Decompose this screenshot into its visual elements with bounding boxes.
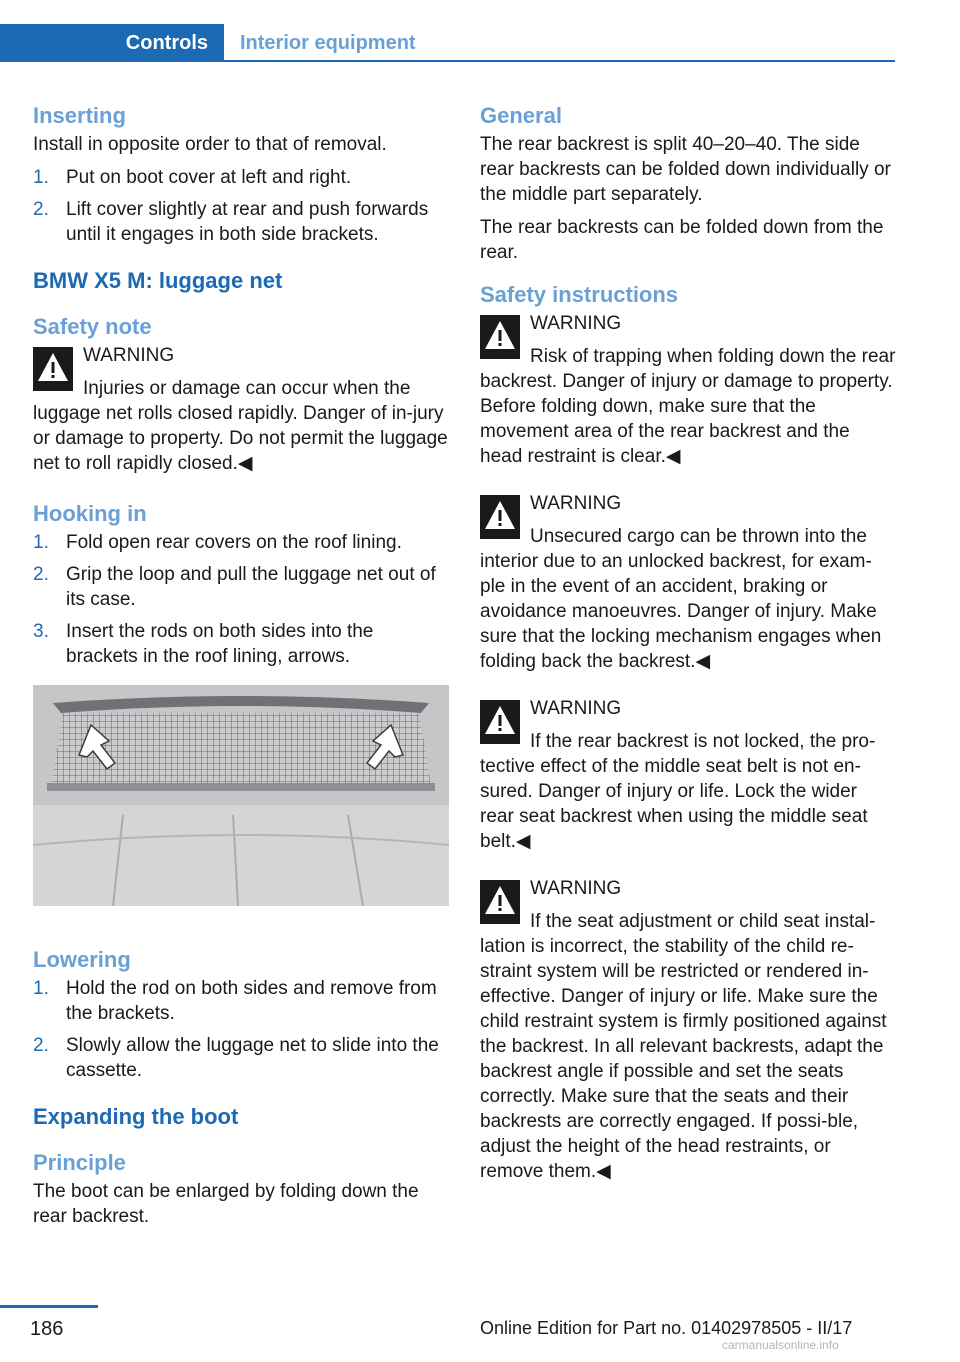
lowering-heading: Lowering — [33, 947, 131, 972]
lowering-steps — [33, 976, 449, 1083]
warning-title: WARNING — [530, 698, 622, 719]
safety-instructions-heading: Safety instructions — [480, 282, 679, 307]
list-item: 2. Slowly allow the luggage net to slide into the cassette. — [33, 1035, 439, 1081]
tab-controls[interactable]: Controls — [0, 24, 224, 62]
general-text-2: The rear backrests can be folded down from the rear. — [480, 217, 884, 263]
luggage-net-heading: BMW X5 M: luggage net — [33, 268, 283, 293]
luggage-net-photo — [33, 685, 449, 906]
left-column — [33, 100, 449, 1237]
list-item: 1. Fold open rear covers on the roof lining. — [33, 532, 402, 553]
warning-title: WARNING — [83, 345, 175, 366]
principle-text: The boot can be enlarged by folding down the rear backrest. — [33, 1181, 419, 1227]
list-item: 1. Hold the rod on both sides and remove from the brackets. — [33, 978, 437, 1024]
warning-text: Risk of trapping when folding down the rear backrest. Danger of injury or damage to property. Before folding down, make sure that the movement area of the rear backrest and the head restraint is clear.◀ — [480, 346, 896, 467]
page-number: 186 — [30, 1318, 64, 1340]
warning-text: Injuries or damage can occur when the luggage net rolls closed rapidly. Danger of in‐jury or damage to property. Do not permit the luggage net to roll rapidly closed.◀ — [33, 378, 448, 474]
warning-text: If the rear backrest is not locked, the pro‐tective effect of the middle seat belt is not en‐sured. Danger of injury or life. Lock the wider rear seat backrest when using the middle seat belt.◀ — [480, 731, 876, 852]
warning-block — [480, 491, 896, 674]
list-item: 1. Put on boot cover at left and right. — [33, 167, 352, 188]
hooking-steps — [33, 530, 449, 669]
safety-warning — [33, 343, 449, 476]
warning-title: WARNING — [530, 878, 622, 899]
hooking-heading: Hooking in — [33, 501, 147, 526]
warning-text: If the seat adjustment or child seat instal‐lation is incorrect, the stability of the child re‐straint system will be restricted or rendered in‐effective. Danger of injury or life. Make sure the child restraint system is firmly positioned against the backrest. In all relevant backrests, adapt the backrest angle if possible and set the seats correctly. Make sure that the seats and their backrests are correctly engaged. If possi‐ble, adjust the height of the head restraints, or remove them.◀ — [480, 911, 887, 1182]
warning-block — [480, 696, 896, 854]
warning-text: Unsecured cargo can be thrown into the interior due to an unlocked backrest, for exam‐ple in the event of an accident, braking or avoidance manoeuvres. Danger of injury. Make sure that the locking mechanism engages when folding back the backrest.◀ — [480, 526, 882, 672]
header-rule — [224, 60, 895, 62]
warning-block — [480, 876, 896, 1184]
list-item: 3. Insert the rods on both sides into the brackets in the roof lining, arrows. — [33, 621, 374, 667]
inserting-steps — [33, 165, 449, 247]
header-bar — [0, 24, 895, 62]
right-column — [480, 100, 896, 1192]
warning-icon — [480, 495, 520, 539]
principle-heading: Principle — [33, 1150, 126, 1175]
general-text-1: The rear backrest is split 40–20–40. The side rear backrests can be folded down individually or the middle part separately. — [480, 134, 891, 205]
inserting-text: Install in opposite order to that of removal. — [33, 134, 387, 155]
watermark: carmanualsonline.info — [722, 1338, 839, 1352]
warning-icon — [480, 880, 520, 924]
warning-title: WARNING — [530, 493, 622, 514]
tab-interior-equipment[interactable]: Interior equipment — [240, 31, 416, 54]
edition-text: Online Edition for Part no. 01402978505 - II/17 — [480, 1318, 853, 1338]
safety-note-heading: Safety note — [33, 314, 152, 339]
warning-icon — [480, 700, 520, 744]
warning-title: WARNING — [530, 313, 622, 334]
warning-block — [480, 311, 896, 469]
inserting-heading: Inserting — [33, 103, 126, 128]
warning-icon — [480, 315, 520, 359]
list-item: 2. Lift cover slightly at rear and push forwards until it engages in both side brackets. — [33, 199, 429, 245]
warning-icon — [33, 347, 73, 391]
footer-rule — [0, 1305, 98, 1308]
list-item: 2. Grip the loop and pull the luggage net out of its case. — [33, 564, 436, 610]
general-heading: General — [480, 103, 562, 128]
expanding-heading: Expanding the boot — [33, 1104, 239, 1129]
